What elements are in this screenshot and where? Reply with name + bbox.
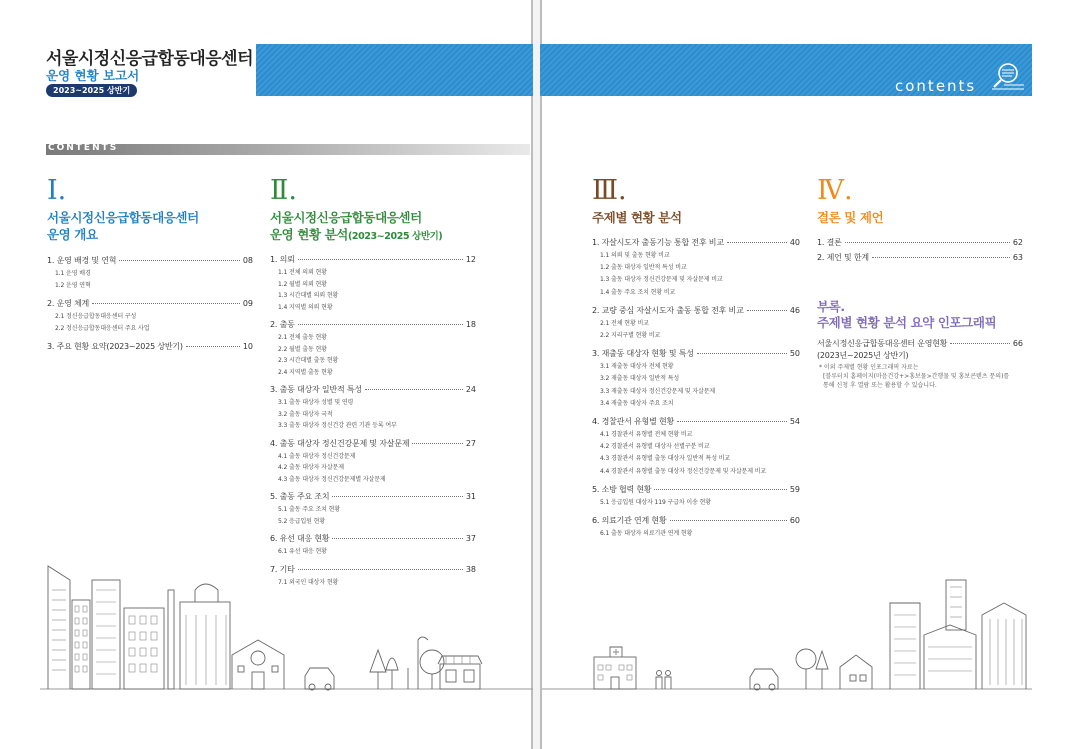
toc-entry-label: 1. 의뢰 bbox=[270, 255, 295, 264]
appendix-note-line3: 통해 신청 후 열람 또는 활용할 수 있습니다. bbox=[823, 382, 937, 389]
toc-entry[interactable] bbox=[47, 298, 253, 309]
toc-entry-page: 37 bbox=[465, 534, 476, 543]
report-title: 서울시정신응급합동대응센터 bbox=[46, 49, 253, 69]
toc-entry-page: 50 bbox=[789, 349, 800, 359]
toc-subentry[interactable]: 5.1 응급입원 대상자 119 구급차 이송 현황 bbox=[600, 498, 711, 506]
toc-entry[interactable] bbox=[592, 515, 800, 526]
toc-entry-label: 7. 기타 bbox=[270, 564, 295, 574]
toc-entry-page: 12 bbox=[465, 255, 476, 264]
section-2-title-line2 bbox=[270, 226, 442, 245]
toc-entry[interactable] bbox=[592, 305, 800, 316]
section-4-numeral: Ⅳ. bbox=[817, 175, 853, 206]
section-1-title-line2: 운영 개요 bbox=[47, 227, 98, 242]
toc-entry-page: 60 bbox=[789, 516, 800, 525]
toc-entry-page: 63 bbox=[1012, 253, 1023, 262]
appendix-item-page: 66 bbox=[1012, 339, 1023, 348]
city-skyline-right-illustration bbox=[542, 575, 1032, 695]
toc-subentry[interactable]: 1.2 출동 대상자 일반적 특성 비교 bbox=[600, 264, 687, 272]
leader-dots bbox=[747, 310, 787, 311]
toc-subentry[interactable]: 3.1 출동 대상자 성별 및 연령 bbox=[278, 399, 354, 406]
toc-entry-label: 4. 경찰관서 유형별 현황 bbox=[592, 417, 675, 426]
toc-entry[interactable] bbox=[592, 416, 800, 427]
toc-subentry[interactable]: 6.1 출동 대상자 의료기관 연계 현황 bbox=[600, 530, 693, 537]
toc-entry[interactable] bbox=[270, 254, 476, 265]
leader-dots bbox=[845, 242, 1010, 243]
toc-entry-page: 31 bbox=[465, 492, 476, 501]
toc-entry[interactable] bbox=[47, 255, 253, 266]
toc-subentry[interactable]: 4.3 출동 대상자 정신건강문제별 자살문제 bbox=[278, 475, 386, 483]
toc-entry[interactable] bbox=[270, 438, 476, 449]
toc-entry[interactable] bbox=[270, 491, 476, 502]
toc-subentry[interactable]: 2.1 전체 출동 현황 bbox=[278, 334, 327, 341]
leader-dots bbox=[332, 496, 462, 497]
appendix-note-line2: [블루터치 홈페이지(마음건강+>홍보물>간행물 및 홍보콘텐츠 문의)를 bbox=[823, 373, 1010, 380]
toc-entry-page: 24 bbox=[465, 385, 476, 394]
toc-subentry[interactable]: 2.2 월별 출동 현황 bbox=[278, 345, 327, 353]
contents-bar-label: CONTENTS bbox=[48, 143, 119, 153]
toc-subentry[interactable]: 4.2 출동 대상자 자살문제 bbox=[278, 464, 344, 471]
toc-subentry[interactable]: 1.4 지역별 의뢰 현황 bbox=[278, 303, 333, 311]
toc-subentry[interactable]: 1.4 출동 주요 조치 현황 비교 bbox=[600, 288, 676, 296]
toc-entry-label: 3. 주요 현황 요약(2023~2025 상반기) bbox=[47, 342, 183, 351]
section-2-title-line1: 서울시정신응급합동대응센터 bbox=[270, 210, 422, 225]
toc-entry[interactable] bbox=[817, 237, 1023, 248]
toc-entry-label: 4. 출동 대상자 정신건강문제 및 자살문제 bbox=[270, 438, 410, 448]
toc-entry-label: 2. 교량 중심 자살시도자 출동 통합 전후 비교 bbox=[592, 305, 744, 315]
toc-entry-label: 1. 자살시도자 출동기능 통합 전후 비교 bbox=[592, 238, 724, 247]
toc-entry-page: 10 bbox=[242, 342, 253, 351]
appendix-item[interactable] bbox=[817, 338, 1023, 349]
leader-dots bbox=[677, 421, 787, 422]
toc-entry-label: 3. 출동 대상자 일반적 특성 bbox=[270, 385, 362, 394]
toc-subentry[interactable]: 2.4 지역별 출동 현황 bbox=[278, 368, 333, 376]
toc-subentry[interactable]: 5.1 출동 주요 조치 현황 bbox=[278, 506, 341, 513]
leader-dots bbox=[92, 303, 240, 304]
appendix-note-line1: * 이외 주제별 현황 인포그래픽 자료는 bbox=[819, 364, 919, 371]
section-3-title: 주제별 현황 분석 bbox=[592, 210, 682, 225]
toc-subentry[interactable]: 4.2 경찰관서 유형별 대상자 선별구분 비교 bbox=[600, 443, 710, 451]
leader-dots bbox=[186, 346, 240, 347]
toc-subentry[interactable]: 1.2 월별 의뢰 현황 bbox=[278, 280, 327, 288]
toc-subentry[interactable]: 3.3 출동 대상자 정신건강 관련 기관 등록 여부 bbox=[278, 422, 397, 429]
toc-subentry[interactable]: 7.1 외국인 대상자 현황 bbox=[278, 578, 339, 586]
toc-entry-page: 54 bbox=[789, 417, 800, 426]
appendix-item-label: 서울시정신응급합동대응센터 운영현황 bbox=[817, 339, 948, 348]
toc-entry-page: 46 bbox=[789, 305, 800, 315]
section-1-title-line1: 서울시정신응급합동대응센터 bbox=[47, 210, 199, 225]
toc-subentry[interactable]: 2.2 지리구별 현황 비교 bbox=[600, 332, 661, 339]
toc-entry-label: 2. 운영 체계 bbox=[47, 299, 90, 308]
toc-subentry[interactable]: 1.3 출동 대상자 정신건강문제 및 자살문제 비교 bbox=[600, 276, 723, 284]
toc-entry-page: 38 bbox=[465, 564, 476, 574]
section-1-numeral: Ⅰ. bbox=[47, 175, 67, 206]
period-badge: 2023~2025 상반기 bbox=[46, 84, 137, 97]
section-4-title: 결론 및 제언 bbox=[817, 210, 884, 225]
toc-entry-label: 1. 운영 배경 및 연혁 bbox=[47, 256, 117, 265]
city-skyline-illustration bbox=[40, 560, 533, 695]
toc-entry-page: 18 bbox=[465, 320, 476, 329]
leader-dots bbox=[697, 353, 787, 354]
toc-entry-page: 40 bbox=[789, 238, 800, 247]
magnifier-book-icon bbox=[990, 60, 1026, 92]
toc-subentry[interactable]: 4.1 경찰관서 유형별 전체 현황 비교 bbox=[600, 431, 693, 438]
toc-subentry[interactable]: 5.2 응급입원 현황 bbox=[278, 517, 326, 525]
toc-subentry[interactable]: 3.2 출동 대상자 국적 bbox=[278, 410, 333, 418]
toc-entry[interactable] bbox=[592, 237, 800, 248]
toc-subentry[interactable]: 2.1 정신응급합동대응센터 구성 bbox=[55, 313, 137, 320]
header-band-left bbox=[256, 44, 533, 96]
leader-dots bbox=[727, 242, 787, 243]
appendix-title-line2: 주제별 현황 분석 요약 인포그래픽 bbox=[817, 315, 997, 330]
leader-dots bbox=[365, 389, 463, 390]
toc-entry[interactable] bbox=[270, 533, 476, 544]
toc-entry[interactable] bbox=[592, 348, 800, 359]
appendix-title-line1: 부록. bbox=[817, 299, 845, 314]
toc-subentry[interactable]: 2.3 시간대별 출동 현황 bbox=[278, 357, 339, 364]
toc-subentry[interactable]: 3.4 재출동 대상자 주요 조치 bbox=[600, 399, 674, 407]
leader-dots bbox=[332, 538, 462, 539]
toc-entry-page: 59 bbox=[789, 484, 800, 494]
toc-entry[interactable] bbox=[817, 252, 1023, 263]
toc-entry-label: 6. 유선 대응 현황 bbox=[270, 534, 330, 543]
toc-subentry[interactable]: 1.2 운영 연혁 bbox=[55, 281, 91, 289]
toc-entry-page: 27 bbox=[465, 438, 476, 448]
toc-entry[interactable] bbox=[47, 341, 253, 352]
leader-dots bbox=[412, 443, 462, 444]
section-2-title-main: 운영 현황 분석 bbox=[270, 227, 348, 242]
toc-subentry[interactable]: 1.1 전체 의뢰 현황 bbox=[278, 269, 327, 276]
toc-subentry[interactable]: 4.3 경찰관서 유형별 출동 대상자 일반적 특성 비교 bbox=[600, 455, 731, 463]
toc-entry-label: 3. 재출동 대상자 현황 및 특성 bbox=[592, 349, 694, 359]
section-2-title-suffix: (2023~2025 상반기) bbox=[347, 231, 443, 242]
appendix-item-period: (2023년~2025년 상반기) bbox=[817, 351, 909, 360]
report-subtitle: 운영 현황 보고서 bbox=[46, 68, 140, 83]
toc-entry[interactable] bbox=[592, 484, 800, 495]
toc-subentry[interactable]: 1.1 운영 배경 bbox=[55, 270, 91, 277]
toc-entry-label: 2. 출동 bbox=[270, 320, 295, 329]
toc-subentry[interactable]: 3.2 재출동 대상자 일반적 특성 bbox=[600, 375, 680, 383]
appendix-item-line2 bbox=[817, 350, 908, 361]
leader-dots bbox=[119, 260, 240, 261]
contents-bar bbox=[46, 144, 530, 155]
leader-dots bbox=[950, 343, 1009, 344]
toc-subentry[interactable]: 2.1 전체 현황 비교 bbox=[600, 319, 649, 327]
toc-entry[interactable] bbox=[270, 319, 476, 330]
toc-entry-page: 62 bbox=[1012, 238, 1023, 247]
toc-entry-page: 08 bbox=[242, 256, 253, 265]
toc-subentry[interactable]: 1.1 의뢰 및 출동 현황 비교 bbox=[600, 252, 670, 259]
leader-dots bbox=[654, 489, 786, 490]
leader-dots bbox=[872, 257, 1010, 258]
toc-entry-label: 1. 결론 bbox=[817, 238, 842, 247]
toc-subentry[interactable]: 3.3 재출동 대상자 정신건강문제 및 자살문제 bbox=[600, 387, 716, 395]
section-3-numeral: Ⅲ. bbox=[592, 175, 627, 206]
toc-entry-label: 5. 소방 협력 현황 bbox=[592, 484, 652, 494]
page-gutter bbox=[533, 0, 540, 749]
toc-entry-label: 6. 의료기관 연계 현황 bbox=[592, 516, 667, 525]
toc-entry[interactable] bbox=[270, 384, 476, 395]
leader-dots bbox=[298, 324, 463, 325]
toc-subentry[interactable]: 6.1 유선 대응 현황 bbox=[278, 548, 327, 555]
toc-subentry[interactable]: 3.1 재출동 대상자 전체 현황 bbox=[600, 363, 674, 371]
toc-entry-page: 09 bbox=[242, 299, 253, 308]
toc-subentry[interactable]: 2.2 정신응급합동대응센터 주요 사업 bbox=[55, 324, 150, 332]
toc-subentry[interactable]: 1.3 시간대별 의뢰 현황 bbox=[278, 292, 339, 299]
contents-heading: contents bbox=[895, 77, 977, 95]
toc-subentry[interactable]: 4.4 경찰관서 유형별 출동 대상자 정신건강문제 및 자살문제 비교 bbox=[600, 467, 767, 475]
toc-entry-label: 2. 제언 및 한계 bbox=[817, 253, 869, 262]
leader-dots bbox=[670, 520, 787, 521]
leader-dots bbox=[298, 259, 463, 260]
section-2-numeral: Ⅱ. bbox=[270, 175, 297, 206]
toc-entry-label: 5. 출동 주요 조치 bbox=[270, 492, 330, 501]
toc-subentry[interactable]: 4.1 출동 대상자 정신건강문제 bbox=[278, 452, 356, 460]
